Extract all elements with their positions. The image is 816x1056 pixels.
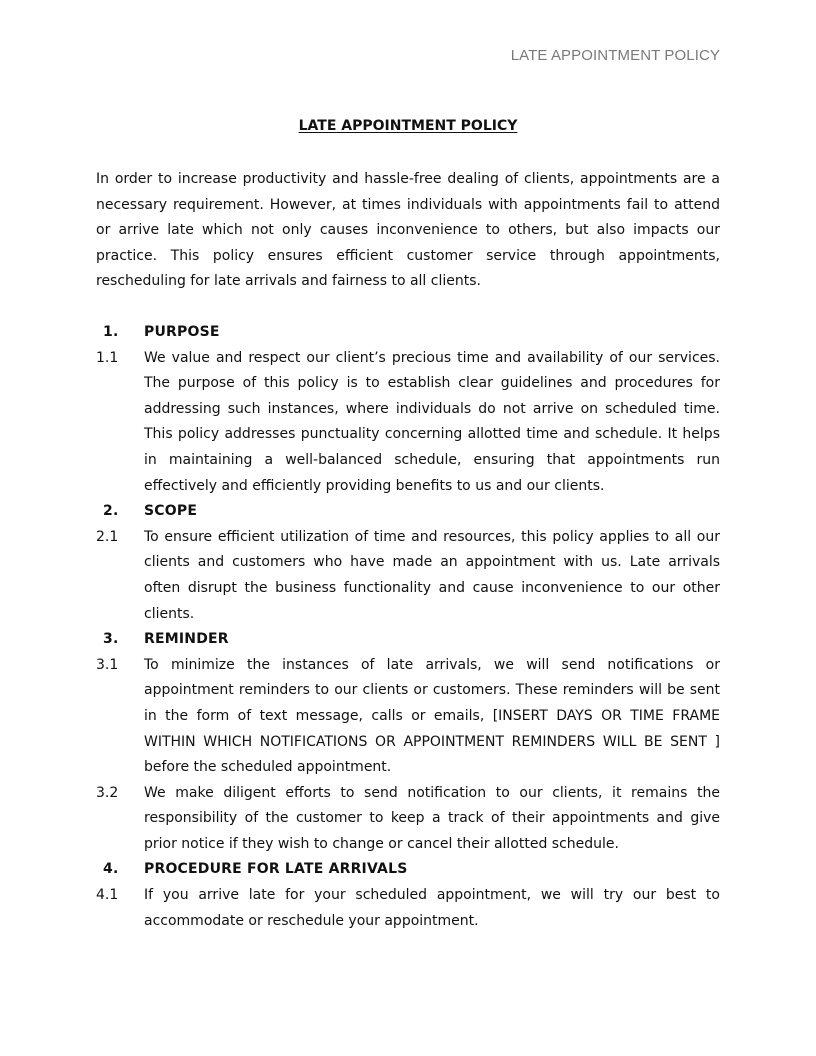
policy-sections: [96, 320, 720, 934]
section-title: REMINDER: [144, 631, 229, 648]
clause-text: To ensure efficient utilization of time and resources, this policy applies to all our clients and customers who have made an appointment with us. Late arrivals often disrupt the business functionality and cause inconvenience to our other clients.: [144, 528, 720, 622]
clause-text: We value and respect our client’s precious time and availability of our services. The purpose of this policy is to establish clear guidelines and procedures for addressing such instances, where individuals do not arrive on scheduled time. This policy addresses punctuality concerning allotted time and schedule. It helps in maintaining a well-balanced schedule, ensuring that appointments run effectively and efficiently providing benefits to us and our clients.: [144, 349, 720, 494]
section-title: SCOPE: [144, 503, 198, 520]
document-title: LATE APPOINTMENT POLICY: [298, 118, 518, 134]
section-heading-scope: [96, 499, 720, 525]
intro-paragraph: In order to increase productivity and hassle-free dealing of clients, appointments are a necessary requirement. However, at times individuals with appointments fail to attend or arrive late which not only causes inconvenience to others, but also impacts our practice. This policy ensures efficient customer service through appointments, rescheduling for late arrivals and fairness to all clients.: [96, 171, 720, 290]
clause-2-1: [96, 525, 720, 627]
running-header: LATE APPOINTMENT POLICY: [510, 47, 720, 64]
clause-number: 1.1: [96, 349, 119, 366]
clause-3-1: [96, 653, 720, 781]
section-heading-procedure-for-late-arrivals: [96, 857, 720, 883]
clause-3-2: [96, 781, 720, 858]
section-title: PROCEDURE FOR LATE ARRIVALS: [144, 861, 408, 878]
section-heading-purpose: [96, 320, 720, 346]
clause-number: 3.2: [96, 784, 119, 801]
clause-text: We make diligent efforts to send notification to our clients, it remains the responsibility of the customer to keep a track of their appointments and give prior notice if they wish to change or cancel their allotted schedule.: [144, 784, 720, 852]
section-number: 3.: [103, 631, 119, 648]
section-title: PURPOSE: [144, 324, 220, 340]
clause-number: 3.1: [96, 656, 119, 673]
section-number: 4.: [103, 861, 119, 878]
section-number: 2.: [103, 503, 119, 520]
clause-number: 4.1: [96, 887, 119, 904]
section-number: 1.: [103, 324, 119, 340]
clause-number: 2.1: [96, 528, 119, 545]
clause-text: To minimize the instances of late arrivals, we will send notifications or appointment reminders to our clients or customers. These reminders will be sent in the form of text message, calls or emails, [INSERT DAYS OR TIME FRAME WITHIN WHICH NOTIFICATIONS OR APPOINTMENT REMINDERS WILL BE SENT ] before the scheduled appointment.: [144, 656, 720, 776]
clause-1-1: [96, 346, 720, 500]
clause-text: If you arrive late for your scheduled appointment, we will try our best to accommodate or reschedule your appointment.: [144, 887, 720, 929]
clause-4-1: [96, 883, 720, 934]
section-heading-reminder: [96, 627, 720, 653]
